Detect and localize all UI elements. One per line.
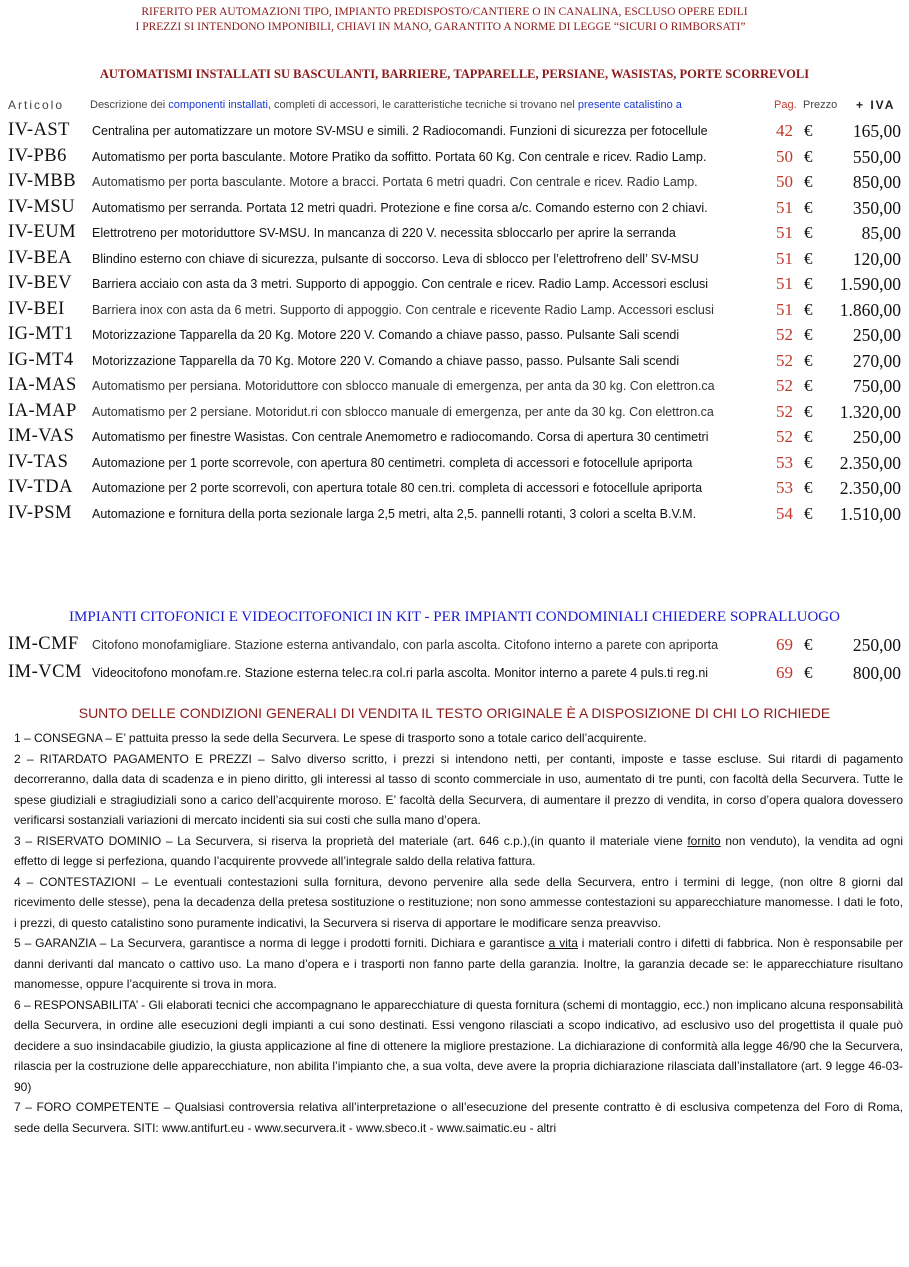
catalog-page-number: 53 (776, 452, 793, 472)
catalog-page-number: 51 (776, 299, 793, 319)
euro-sign: € (804, 350, 813, 370)
table-row (8, 375, 903, 399)
euro-sign: € (804, 663, 813, 682)
column-desc-part: Descrizione dei (90, 99, 169, 111)
article-description: Automatismo per finestre Wasistas. Con centrale Anemometro e radiocomando. Corsa di apertura 30 centimetri (92, 430, 709, 444)
euro-sign: € (804, 452, 813, 472)
article-code: IM-CMF (8, 634, 79, 654)
article-description: Automatismo per 2 persiane. Motoridut.ri con sblocco manuale di emergenza, per ante da 30 kg. Con elettron.ca (92, 404, 714, 419)
catalog-page-number: 53 (776, 478, 793, 497)
column-pag: Pag. (774, 99, 797, 111)
catalog-page-number: 52 (776, 427, 793, 446)
euro-sign: € (804, 635, 813, 654)
header-line-2: I PREZZI SI INTENDONO IMPONIBILI, CHIAVI IN MANO, GARANTITO A NORME DI LEGGE “SICURI O RIMBORSATI” (135, 21, 746, 33)
catalog-page-number: 50 (776, 146, 793, 166)
column-descrizione (90, 99, 682, 111)
table-row (8, 120, 903, 144)
article-description: Automazione per 2 porte scorrevoli, con apertura totale 80 cen.tri. completa di accessori e fotocellule apriporta (92, 481, 703, 495)
catalog-page-number: 51 (776, 223, 793, 242)
article-code: IV-BEV (8, 273, 72, 293)
article-price: 2.350,00 (839, 478, 901, 498)
euro-sign: € (804, 172, 813, 191)
euro-sign: € (804, 274, 813, 293)
article-code: IA-MAP (8, 400, 77, 421)
catalog-page-number: 51 (776, 197, 793, 217)
table-row (8, 299, 903, 323)
article-price: 850,00 (852, 172, 901, 192)
article-code: IV-PB6 (8, 145, 67, 166)
catalog-page-number: 52 (776, 350, 793, 370)
euro-sign: € (804, 427, 813, 446)
article-description: Automatismo per serranda. Portata 12 metri quadri. Protezione e fine corsa a/c. Comando esterno con 2 chiavi. (92, 200, 708, 215)
column-desc-part: , completi di accessori, le caratteristiche tecniche si trovano nel (267, 99, 578, 111)
catalog-page-number: 69 (776, 635, 793, 654)
condition-responsabilita: 6 – RESPONSABILITA’ - Gli elaborati tecnici che accompagnano le apparecchiature di questa fornitura (schemi di montaggio, ecc.) non implicano alcuna responsabilità della Securvera, in ordine alle esecuzioni degli impianti a cui sono destinati. Essi vengono rilasciati a scopo indicativo, ad esclusivo uso del progettista il quale può decidere a suo insindacabile giudizio, la giusta applicazione al fine di ottenere la migliore prestazione. La dichiarazione di conformità alla legge 46/90 che la Securvera, rilascia per la costruzione delle apparecchiature, non abilita l’impianto che, a sua volta, deve avere la propria dichiarazione rilasciata dall’installatore (art. 9 legge 46-03-90) (14, 997, 903, 1094)
article-description: Barriera inox con asta da 6 metri. Supporto di appoggio. Con centrale e ricevente Radio Lamp. Accessori esclusi (92, 302, 714, 317)
table-row (8, 350, 903, 374)
article-code: IM-VAS (8, 426, 75, 446)
article-description: Elettrotreno per motoriduttore SV-MSU. In mancanza di 220 V. necessita sbloccarlo per aprire la serranda (92, 226, 676, 240)
condition-consegna: 1 – CONSEGNA – E’ pattuita presso la sede della Securvera. Le spese di trasporto sono a totale carico dell’acquirente. (14, 731, 647, 745)
catalog-page-number: 51 (776, 274, 793, 293)
condition-text: 3 – RISERVATO DOMINIO – La Securvera, si riserva la proprietà del materiale (art. 646 c.p.),(in quanto il materiale viene (14, 833, 688, 848)
underlined-word: fornito (687, 833, 721, 848)
condition-contestazioni: 4 – CONTESTAZIONI – Le eventuali contestazioni sulla fornitura, devono pervenire alla sede della Securvera, entro i termini di legge, (non oltre 8 giorni dal ricevimento delle stesse), pena la decadenza della pretesa sostituzione o restituzione; non sono ammesse contestazioni su apparecchiature manomesse. I dati le foto, i prezzi, di questo catalistino sono puramente indicativi, la Securvera si riserva di apportare le modificare senza preavviso. (14, 874, 903, 930)
table-row (8, 401, 903, 425)
article-description: Automatismo per porta basculante. Motore Pratiko da soffitto. Portata 60 Kg. Con centrale e ricev. Radio Lamp. (92, 149, 707, 164)
table-row (8, 662, 903, 686)
euro-sign: € (804, 503, 813, 523)
catalog-page-number: 50 (776, 172, 793, 191)
article-description: Motorizzazione Tapparella da 20 Kg. Motore 220 V. Comando a chiave passo, passo. Pulsante Sali scendi (92, 328, 680, 342)
article-price: 550,00 (852, 146, 901, 167)
table-row (8, 248, 903, 272)
euro-sign: € (804, 376, 813, 395)
article-code: IV-TAS (8, 451, 69, 472)
article-code: IV-EUM (8, 222, 77, 242)
conditions-title: SUNTO DELLE CONDIZIONI GENERALI DI VENDITA IL TESTO ORIGINALE È A DISPOSIZIONE DI CHI LO RICHIEDE (78, 705, 831, 721)
euro-sign: € (804, 325, 813, 344)
article-description: Citofono monofamigliare. Stazione esterna antivandalo, con parla ascolta. Citofono interno a parete con apriporta (92, 638, 719, 652)
euro-sign: € (804, 146, 813, 166)
article-description: Automazione e fornitura della porta sezionale larga 2,5 metri, alta 2,5. pannelli rotanti, 3 colori a scelta B.V.M. (92, 506, 697, 521)
article-price: 750,00 (852, 376, 901, 396)
column-iva: + IVA (856, 98, 896, 112)
table-row (8, 146, 903, 170)
article-price: 800,00 (852, 663, 901, 683)
article-description: Barriera acciaio con asta da 3 metri. Supporto di appoggio. Con centrale e ricev. Radio Lamp. Accessori esclusi (92, 277, 709, 291)
table-row (8, 324, 903, 348)
column-header (8, 98, 903, 114)
article-code: IV-AST (8, 120, 70, 140)
article-price: 1.510,00 (839, 503, 901, 524)
article-description: Blindino esterno con chiave di sicurezza, pulsante di soccorso. Leva di sblocco per l’elettrofreno dell’ SV-MSU (92, 251, 699, 266)
table-row (8, 222, 903, 246)
euro-sign: € (804, 197, 813, 217)
table-row (8, 197, 903, 221)
underlined-word: a vita (548, 936, 578, 950)
catalog-page-number: 42 (776, 121, 793, 140)
article-price: 1.320,00 (839, 401, 901, 422)
euro-sign: € (804, 223, 813, 242)
article-price: 250,00 (852, 635, 901, 655)
catalog-page-number: 69 (776, 663, 793, 682)
article-description: Motorizzazione Tapparella da 70 Kg. Motore 220 V. Comando a chiave passo, passo. Pulsante Sali scendi (92, 353, 680, 368)
article-description: Videocitofono monofam.re. Stazione esterna telec.ra col.ri parla ascolta. Monitor interno a parete 4 puls.ti reg.ni (92, 666, 709, 680)
conditions-text (14, 728, 903, 1138)
article-description: Automatismo per persiana. Motoriduttore con sblocco manuale di emergenza, per anta da 30 kg. Con elettron.ca (92, 379, 715, 393)
euro-sign: € (804, 248, 813, 268)
catalog-page-number: 52 (776, 376, 793, 395)
article-description: Automazione per 1 porte scorrevole, con apertura 80 centimetri. completa di accessori e fotocellule apriporta (92, 455, 693, 470)
article-code: IV-BEA (8, 247, 72, 268)
table-row (8, 634, 903, 658)
euro-sign: € (804, 121, 813, 140)
article-code: IV-MBB (8, 171, 77, 191)
article-code: IG-MT1 (8, 324, 74, 344)
condition-riservato-dominio (14, 831, 903, 872)
euro-sign: € (804, 478, 813, 497)
article-code: IM-VCM (8, 662, 82, 682)
column-desc-link: componenti installati (168, 99, 268, 111)
condition-ritardato-pagamento: 2 – RITARDATO PAGAMENTO E PREZZI – Salvo diverso scritto, i prezzi si intendono netti, per contanti, imposte e tasse escluse. Sui ritardi di pagamento decorreranno, dalla data di scadenza e in pieno diritto, gli interessi al tasso di sconto commerciale in uso, aumentato di tre punti, con facoltà della Securvera. Tutte le spese giudiziali e stragiudiziali sono a carico dell’acquirente moroso. E’ facoltà della Securvera, di aumentare il prezzo di vendita, in corso d’opera qualora dovessero verificarsi sostanziali variazioni di mercato incidenti sia sui costi che sulla mano d’opera. (14, 751, 903, 827)
article-price: 1.860,00 (839, 299, 901, 320)
table-row (8, 273, 903, 297)
condition-text: i materiali contro i difetti di fabbrica. Non è responsabile per danni derivanti dal mancato o cattivo uso. La mano d’opera e i trasporti non fanno parte della garanzia. Inoltre, la garanzia decade se: le apparecchiature risultano manomesse, oppure l’acquirente si trova in mora. (14, 936, 904, 991)
euro-sign: € (804, 401, 813, 421)
article-price: 85,00 (861, 223, 901, 243)
article-price: 270,00 (852, 350, 901, 371)
catalog-page-number: 51 (776, 248, 793, 268)
euro-sign: € (804, 299, 813, 319)
table-row (8, 452, 903, 476)
article-price: 250,00 (852, 325, 901, 345)
column-articolo: Articolo (8, 98, 65, 112)
condition-garanzia (14, 933, 903, 995)
article-price: 250,00 (852, 427, 901, 447)
article-code: IA-MAS (8, 375, 77, 395)
column-desc-link: presente catalistino a (577, 99, 682, 111)
article-price: 120,00 (852, 248, 901, 269)
article-description: Centralina per automatizzare un motore SV-MSU e simili. 2 Radiocomandi. Funzioni di sicurezza per fotocellule (92, 124, 708, 138)
table-row (8, 171, 903, 195)
article-price: 2.350,00 (839, 452, 901, 473)
catalog-page-number: 52 (776, 401, 793, 421)
column-prezzo: Prezzo (803, 99, 838, 111)
article-description: Automatismo per porta basculante. Motore a bracci. Portata 6 metri quadri. Con centrale e ricev. Radio Lamp. (92, 175, 698, 189)
table-row (8, 503, 903, 527)
condition-text: non venduto), la vendita ad ogni effetto di legge si perfeziona, quando l’acquirente provvede all’integrale saldo della relativa fattura. (14, 833, 903, 868)
article-code: IV-PSM (8, 502, 73, 523)
article-code: IV-BEI (8, 298, 65, 319)
catalog-page-number: 52 (776, 325, 793, 344)
article-code: IG-MT4 (8, 349, 74, 370)
article-price: 350,00 (852, 197, 901, 218)
table-row (8, 426, 903, 450)
section-title-automatismi: AUTOMATISMI INSTALLATI SU BASCULANTI, BARRIERE, TAPPARELLE, PERSIANE, WASISTAS, PORTE SCORREVOLI (99, 67, 810, 81)
catalog-page-number: 54 (776, 503, 793, 523)
article-price: 165,00 (852, 121, 901, 141)
article-price: 1.590,00 (839, 274, 901, 294)
condition-text: 5 – GARANZIA – La Securvera, garantisce a norma di legge i prodotti forniti. Dichiara e garantisce (14, 936, 549, 950)
table-row (8, 477, 903, 501)
condition-foro-competente: 7 – FORO COMPETENTE – Qualsiasi controversia relativa all’interpretazione o all’esecuzione del presente contratto è di esclusiva competenza del Foro di Roma, sede della Securvera. SITI: www.antifurt.eu - www.securvera.it - www.sbeco.it - www.saimatic.eu - altri (14, 1100, 903, 1135)
article-code: IV-MSU (8, 196, 76, 217)
section-title-citofonici: IMPIANTI CITOFONICI E VIDEOCITOFONICI IN KIT - PER IMPIANTI CONDOMINIALI CHIEDERE SOPRALLUOGO (69, 609, 840, 625)
header-line-1: RIFERITO PER AUTOMAZIONI TIPO, IMPIANTO PREDISPOSTO/CANTIERE O IN CANALINA, ESCLUSO OPERE EDILI (141, 6, 748, 18)
article-code: IV-TDA (8, 477, 74, 497)
